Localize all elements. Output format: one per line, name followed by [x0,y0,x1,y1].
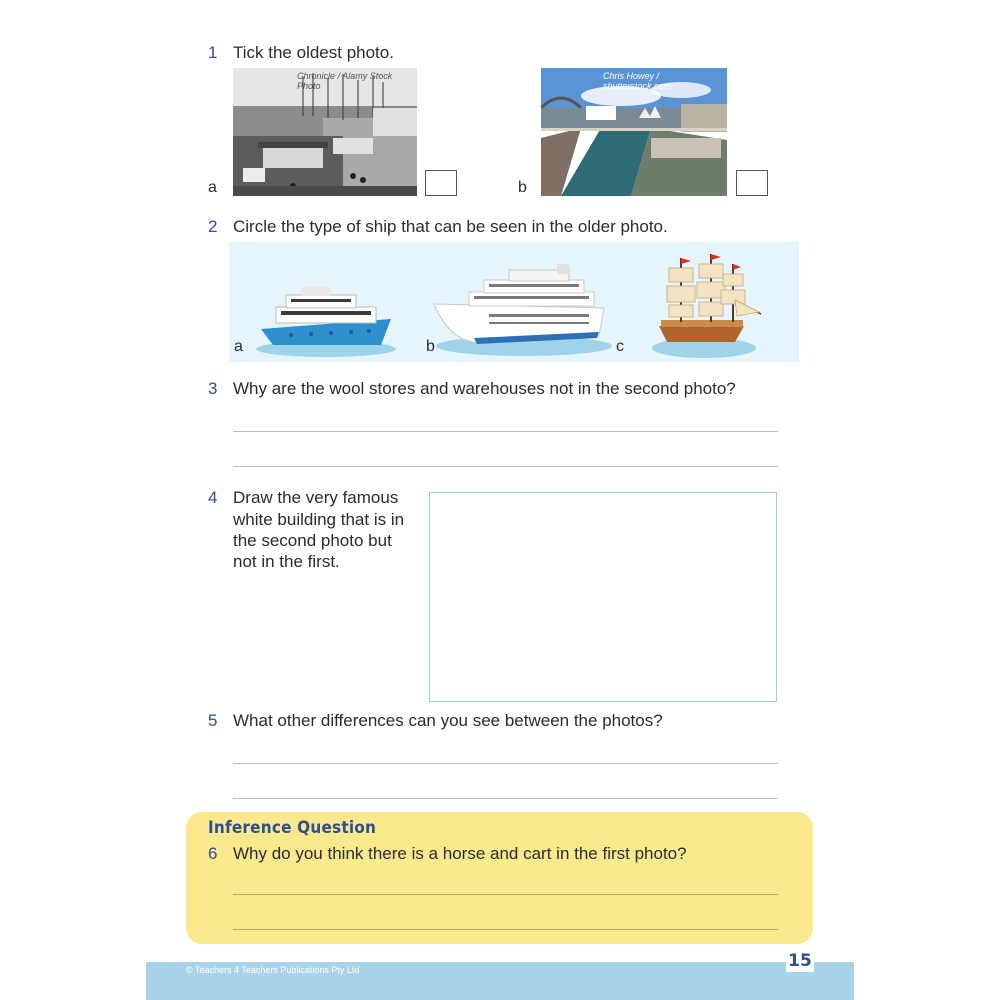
question-2-text: Circle the type of ship that can be seen in the older photo. [233,217,668,236]
q1-option-b-label: b [518,179,527,196]
page-number: 15 [786,950,814,972]
question-2-number: 2 [208,217,218,236]
photo-b-credit: Chris Howey / shutterstock.com [603,71,672,91]
sailing-ship-image[interactable] [649,250,764,360]
question-4-line-4: not in the first. [233,552,340,571]
answer-line-5b[interactable] [233,798,778,799]
question-4-line-3: the second photo but [233,531,392,550]
modern-harbour-photo [541,68,727,196]
old-harbour-photo [233,68,417,196]
question-4-line-1: Draw the very famous [233,488,399,507]
answer-line-6b[interactable] [233,929,778,930]
question-3-text: Why are the wool stores and warehouses not in the second photo? [233,379,736,398]
answer-line-6a[interactable] [233,894,778,895]
question-1-number: 1 [208,43,218,62]
footer-bar [146,962,854,1000]
q2-option-b-label: b [426,338,435,355]
drawing-box[interactable] [429,492,777,702]
q2-option-a-label: a [234,338,243,355]
q1-option-a-label: a [208,179,217,196]
q2-option-c-label: c [616,338,624,355]
answer-line-3a[interactable] [233,431,778,432]
copyright-text: © Teachers 4 Teachers Publications Pty Ltd [186,965,360,975]
tick-box-a[interactable] [425,170,457,196]
question-4-line-2: white building that is in [233,510,405,529]
question-6-number: 6 [208,844,218,863]
question-1-text: Tick the oldest photo. [233,43,394,62]
cruise-ship-image[interactable] [429,264,614,359]
ship-options-band [229,242,799,362]
question-5-number: 5 [208,711,218,730]
answer-line-5a[interactable] [233,763,778,764]
inference-title: Inference Question [208,818,377,838]
question-6-text: Why do you think there is a horse and cart in the first photo? [233,844,687,863]
photo-a-credit: Chronicle / Alamy Stock Photo [297,71,393,91]
inference-panel [186,812,813,944]
answer-line-3b[interactable] [233,466,778,467]
ferry-image[interactable] [251,277,401,359]
question-4-number: 4 [208,488,218,507]
tick-box-b[interactable] [736,170,768,196]
question-3-number: 3 [208,379,218,398]
question-5-text: What other differences can you see between the photos? [233,711,663,730]
